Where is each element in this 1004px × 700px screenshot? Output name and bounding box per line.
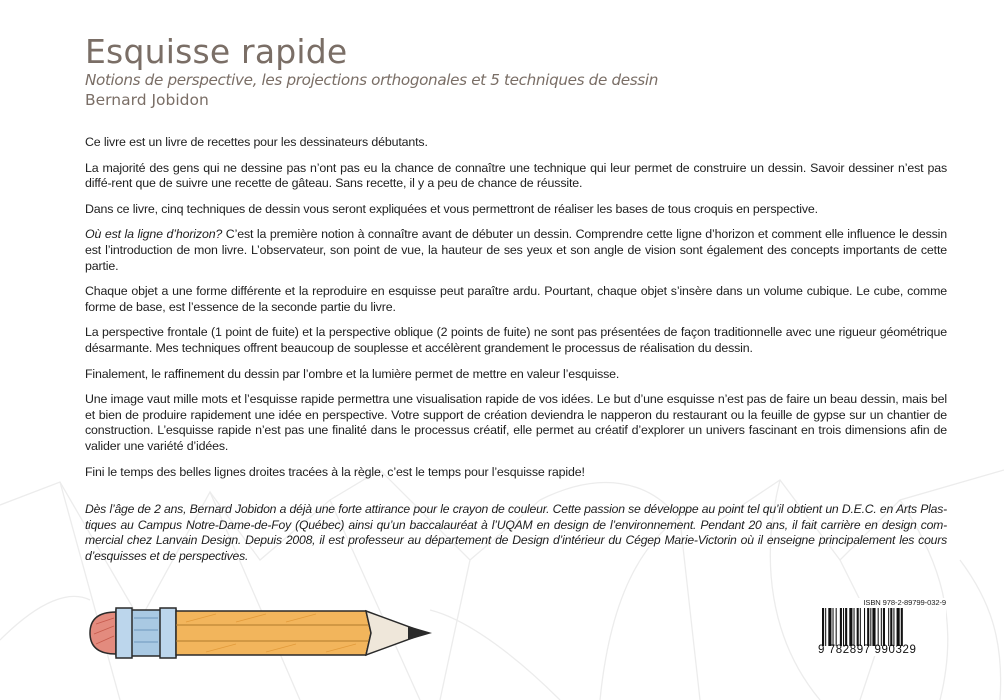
barcode-bar	[864, 608, 865, 646]
isbn-label: ISBN 978-2-89799-032-9	[863, 598, 946, 607]
barcode-bar	[878, 608, 879, 646]
book-title: Esquisse rapide	[85, 32, 348, 71]
barcode-bar	[890, 608, 892, 646]
barcode-bar	[840, 608, 842, 646]
book-author: Bernard Jobidon	[85, 91, 209, 109]
pencil-eraser	[90, 612, 116, 654]
paragraph: Chaque objet a une forme différente et la reproduire en esquisse peut paraître ardu. Pourtant, chaque objet s’insère dans un volume cubique. Le cube, comme forme de base, est l’essence de la seconde partie du livre.	[85, 284, 947, 314]
barcode-bar	[872, 608, 875, 646]
barcode-bar	[860, 608, 861, 646]
barcode-bar	[870, 608, 871, 646]
barcode-bar	[883, 608, 885, 646]
horizon-question: Où est la ligne d’horizon?	[85, 227, 223, 242]
barcode-bar	[828, 608, 831, 646]
paragraph: Fini le temps des belles lignes droites tracées à la règle, c’est le temps pour l’esquisse rapide!	[85, 464, 585, 479]
barcode-bar	[867, 608, 869, 646]
barcode-bar	[854, 608, 855, 646]
paragraph: Ce livre est un livre de recettes pour les dessinateurs débutants.	[85, 135, 428, 149]
paragraph: Dans ce livre, cinq techniques de dessin vous seront expliquées et vous permettront de réaliser les bases de tous croquis en perspective.	[85, 201, 818, 216]
barcode-bar	[825, 608, 826, 646]
barcode-bar	[833, 608, 834, 646]
pencil-tip	[366, 611, 432, 655]
book-subtitle: Notions de perspective, les projections orthogonales et 5 techniques de dessin	[85, 71, 658, 89]
pencil-ferrule	[116, 608, 176, 658]
paragraph: Finalement, le raffinement du dessin par l’ombre et la lumière permet de mettre en valeur l’esquisse.	[85, 366, 620, 381]
barcode-bar	[893, 608, 894, 646]
pencil-illustration	[86, 604, 436, 662]
barcode-bar	[857, 608, 859, 646]
isbn-barcode-block	[818, 598, 946, 656]
barcode-bar	[897, 608, 900, 646]
barcode-bar	[822, 608, 824, 646]
barcode-bar	[845, 608, 847, 646]
barcode-digits: 9 782897 990329	[818, 644, 917, 656]
barcode-bar	[888, 608, 889, 646]
paragraph: La perspective frontale (1 point de fuite) et la perspective oblique (2 points de fuite) ne sont pas présentées de façon traditionnelle avec une rigueur géométrique désarmante. Mes techniques offrent beaucoup de souplesse et accélèrent grandement le processus de réalisation du dessin.	[85, 325, 947, 355]
paragraph: La majorité des gens qui ne dessine pas n’ont pas eu la chance de connaître une technique qui leur permet de construire un dessin. Savoir dessiner n’est pas diffé-rent que de suivre une recette de gâteau. Sans recette, il y a peu de chance de réussite.	[85, 160, 947, 191]
paragraph: Une image vaut mille mots et l’esquisse rapide permettra une visualisation rapide de vos idées. Le but d’une esquisse n’est pas de faire un beau dessin, mais bel et bien de produire rapidement une idée en perspective. Votre support de création deviendra le napperon du restaurant ou la feuille de gypse sur un chantier de construction. L’esquisse rapide n’est pas une finalité dans le processus créatif, elle permet au créatif d’explorer un univers fascinant en trois dimensions afin de valider une variété d’idées.	[85, 392, 947, 453]
author-bio: Dès l’âge de 2 ans, Bernard Jobidon a déjà une forte attirance pour le crayon de couleur. Cette passion se développe au point tel qu’il obtient un D.E.C. en Arts Plas-tiques au Campus Notre-Dame-de-Foy (Québec) ainsi qu’un baccalauréat à l’UQAM en design de l’environnement. Pendant 20 ans, il fait carrière en design com-mercial chez Lanvain Design. Depuis 2008, il est professeur au département de Design d’intérieur du Cégep Marie-Victorin où il enseigne principalement les cours d’esquisses et de perspectives.	[85, 502, 947, 563]
paragraph-horizon	[85, 227, 947, 274]
pencil-body	[176, 611, 371, 655]
description	[85, 135, 947, 480]
barcode-bar	[836, 608, 837, 646]
barcode	[818, 608, 946, 646]
horizon-text: C’est la première notion à connaître avant de débuter un dessin. Comprendre cette ligne d’horizon et comment elle influence le dessin est l’introduction de mon livre. L’observateur, son point de vue, la hauteur de ses yeux et son angle de vision sont également des concepts importants de cette partie.	[85, 227, 947, 273]
barcode-bar	[849, 608, 852, 646]
barcode-bar	[881, 608, 882, 646]
barcode-bar	[843, 608, 844, 646]
barcode-bar	[901, 608, 903, 646]
